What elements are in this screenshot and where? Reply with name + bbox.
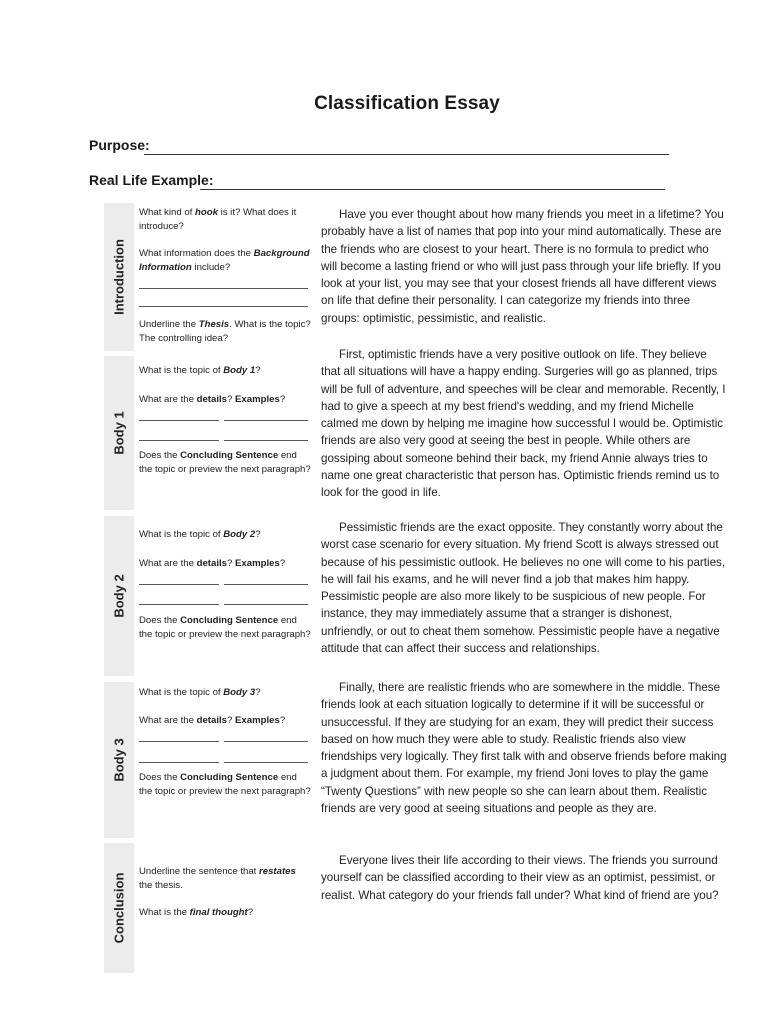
question-details [139, 714, 311, 728]
section-label: Body 3 [111, 738, 127, 782]
question-text: is it? What does it introduce? [139, 207, 297, 232]
section-label: Body 1 [111, 411, 127, 455]
purpose-label: Purpose: [89, 137, 150, 153]
example-line[interactable] [224, 762, 308, 763]
section-introduction [104, 203, 134, 351]
question-emphasis: final thought [189, 907, 248, 918]
question-emphasis: Thesis [198, 319, 230, 330]
purpose-blank[interactable] [144, 154, 669, 155]
section-label: Conclusion [111, 872, 127, 944]
example-line[interactable] [224, 440, 308, 441]
question-emphasis: hook [195, 207, 218, 218]
answer-line[interactable] [139, 306, 308, 307]
detail-line[interactable] [139, 604, 219, 605]
question-concluding [139, 449, 311, 477]
paragraph-body-2: Pessimistic friends are the exact opposite. They constantly worry about the worst case scenario for every situation. My friend Scott is always stressed out because of his pessimistic outlook. He believes no one will come to his parties, he will fail his exams, and he will never find a job that makes him happy. Pessimistic people are also more likely to be suspicious of new people. For instance, they may immediately assume that a stranger is dishonest, unfriendly, or out to cheat them somehow. Pessimistic people have a negative attitude that can affect their success and relationships. [321, 521, 726, 656]
question-text: ? [279, 558, 286, 569]
question-text: ? [255, 529, 261, 540]
question-text: Does the [139, 615, 181, 626]
question-emphasis: details [196, 394, 227, 405]
question-text: What is the [139, 907, 190, 918]
question-text: Does the [139, 772, 181, 783]
question-text: ? [279, 715, 286, 726]
question-text: ? [247, 907, 254, 918]
question-emphasis: details [196, 558, 227, 569]
question-text: What are the [139, 558, 197, 569]
paragraph-introduction: Have you ever thought about how many friends you meet in a lifetime? You probably have a list of names that pop into your mind automatically. These are the friends who are closest to your heart. There is no formula to predict who will become a lasting friend or who will just pass through your life briefly. If you look at your list, you may see that your closest friends all have different views on life that define their personality. I can categorize my friends into three groups: optimistic, pessimistic, and realistic. [321, 208, 724, 325]
question-emphasis: Examples [235, 394, 280, 405]
detail-line[interactable] [139, 762, 219, 763]
question-text: ? [227, 715, 236, 726]
real-life-example-row [89, 172, 669, 192]
question-text: end the topic or preview the next paragraph? [139, 615, 311, 640]
question-emphasis: Body 1 [223, 365, 256, 376]
question-text: the thesis. [139, 880, 183, 891]
question-hook [139, 206, 311, 234]
question-emphasis: Background Information [139, 248, 310, 273]
question-emphasis: restates [259, 866, 296, 877]
question-emphasis: Body 2 [223, 529, 256, 540]
question-topic [139, 528, 311, 542]
question-emphasis: Concluding Sentence [180, 450, 279, 461]
page-title: Classification Essay [314, 93, 500, 114]
section-body-2 [104, 516, 134, 676]
detail-line[interactable] [139, 440, 219, 441]
question-text: What are the [139, 394, 197, 405]
question-emphasis: details [196, 715, 227, 726]
example-line[interactable] [224, 604, 308, 605]
example-line[interactable] [224, 420, 308, 421]
question-text: Underline the [139, 319, 199, 330]
real-life-blank[interactable] [200, 189, 665, 190]
section-conclusion [104, 843, 134, 973]
section-body-1 [104, 356, 134, 510]
real-life-label: Real Life Example: [89, 172, 214, 188]
question-details [139, 557, 311, 571]
paragraph-conclusion: Everyone lives their life according to their views. The friends you surround yourself can be classified according to their view as an optimist, pessimist, or realist. What category do your friends fall under? What kind of friend are you? [321, 854, 719, 902]
question-details [139, 393, 311, 407]
question-text: ? [227, 394, 236, 405]
question-text: ? [255, 687, 261, 698]
question-text: include? [191, 262, 231, 273]
question-topic [139, 364, 311, 378]
detail-line[interactable] [139, 584, 219, 585]
question-text: end the topic or preview the next paragraph? [139, 772, 311, 797]
question-text: Does the [139, 450, 181, 461]
question-text: ? [227, 558, 236, 569]
purpose-row [89, 137, 669, 157]
question-emphasis: Examples [235, 558, 280, 569]
detail-line[interactable] [139, 420, 219, 421]
question-text: What information does the [139, 248, 254, 259]
question-text: What kind of [139, 207, 195, 218]
question-text: end the topic or preview the next paragraph? [139, 450, 311, 475]
question-text: ? [255, 365, 261, 376]
paragraph-body-3: Finally, there are realistic friends who are somewhere in the middle. These friends look at each situation logically to determine if it will be successful or unsuccessful. If they are studying for an exam, they will predict their success based on how much they were able to study. Realistic friends also view friendships very logically. They first talk with and observe friends before making a judgment about them. For example, my friend Joni loves to play the game “Twenty Questions” with new people so she can learn about them. Realistic friends are very good at seeing situations and people as they are. [321, 681, 727, 816]
question-emphasis: Body 3 [223, 687, 256, 698]
question-text: Underline the sentence that [139, 866, 260, 877]
question-emphasis: Concluding Sentence [180, 615, 279, 626]
section-body-3 [104, 682, 134, 838]
question-concluding [139, 771, 311, 799]
question-text: What are the [139, 715, 197, 726]
question-text: What is the topic of [139, 529, 224, 540]
section-label: Introduction [111, 239, 127, 315]
answer-line[interactable] [139, 288, 308, 289]
question-text: What is the topic of [139, 687, 224, 698]
example-line[interactable] [224, 584, 308, 585]
question-text: What is the topic of [139, 365, 224, 376]
question-emphasis: Examples [235, 715, 280, 726]
section-label: Body 2 [111, 574, 127, 618]
question-topic [139, 686, 311, 700]
paragraph-body-1: First, optimistic friends have a very positive outlook on life. They believe that all situations will have a happy ending. Surgeries will go as planned, trips will be full of adventure, and speeches will be clear and memorable. Recently, I had to give a speech at my best friend's wedding, and my friend Michelle calmed me down by helping me imagine how successful I would be. Optimistic friends are also very good at seeing the best in people. While others are gossiping about someone behind their back, my friend Annie always tries to name one great characteristic that person has. Optimistic friends remind us to look for the good in life. [321, 348, 726, 500]
question-emphasis: Concluding Sentence [180, 772, 279, 783]
question-restates [139, 865, 311, 893]
question-concluding [139, 614, 311, 642]
question-final-thought [139, 906, 311, 920]
question-thesis [139, 318, 311, 346]
question-text: . What is the topic? The controlling idea? [139, 319, 311, 344]
question-text: ? [279, 394, 286, 405]
detail-line[interactable] [139, 741, 219, 742]
question-background [139, 247, 311, 275]
example-line[interactable] [224, 741, 308, 742]
